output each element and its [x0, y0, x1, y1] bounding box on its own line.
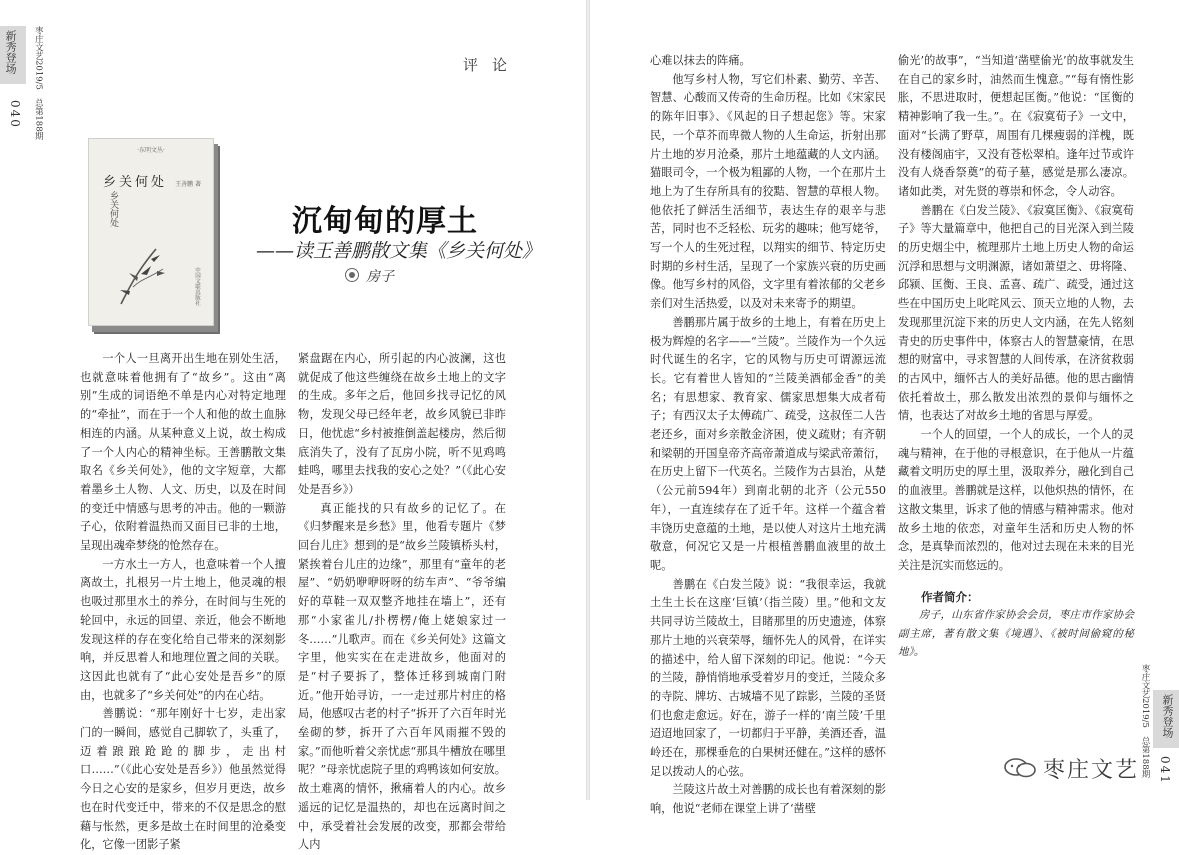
paragraph: 真正能找的只有故乡的记忆了。在《归梦醒来是乡愁》里，他看专题片《梦回台儿庄》想到的是“故乡兰陵镇桥头村，紧挨着台儿庄的边缘”，那里有“童年的老屋”、“奶奶咿咿呀呀的纺车声”、“爷爷编好的草鞋一双双整齐地挂在墙上”，还有那“小家雀儿/扑楞楞/俺上姥娘家过一冬……”儿歌声。而在《乡关何处》这篇文字里，他实实在在走进故乡，他面对的是“村子要拆了，整体迁移到城南门附近。”他开始寻访，一一走过那片村庄的格局，他感叹古老的村子“拆开了六百年时光垒砌的梦，拆开了六百年风雨摧不毁的家。”而他听着父亲忧虑“那具牛槽放在哪里呢？”母亲忧虑院子里的鸡鸭该如何安放。故土难离的情怀，揪痛着人的内心。故乡遥远的记忆是温热的，却也在远离时间之中，承受着社会发展的改变，那都会带给人内 — [298, 501, 506, 852]
book-title: 乡关何处 — [103, 175, 168, 190]
book-cover-painting — [111, 229, 191, 309]
paragraph: 兰陵这片故土对善鹏的成长也有着深刻的影响，他说“老师在课堂上讲了‘凿壁 — [650, 783, 886, 816]
body-column-3 — [650, 52, 886, 819]
paragraph: 他写乡村人物，写它们朴素、勤劳、辛苦、智慧、心酸而又传奇的生命历程。比如《宋家民的陈年旧事》、《风起的日子想起您》等。宋家民，一个草芥而卑微人物的人生命运，折射出那片土地的岁月沧桑，那片土地蕴藏的人文内涵。猫眼司令，一个极为粗鄙的人物，一个在那片土地上为了生存所具有的狡黠、智慧的草根人物。他依托了鲜活生活细节，表达生存的艰辛与悲苦，同时也不乏轻松、玩劣的趣味；他写姥爷，写一个人的生死过程，以翔实的细节、特定历史时期的乡村生活，呈现了一个家族兴衰的历史画像。他写乡村的风俗，文字里有着浓郁的父老乡亲们对生活热爱，以及对未来寄予的期望。 — [650, 72, 886, 311]
paragraph: 紧盘踞在内心，所引起的内心波澜，这也就促成了他这些缠绕在故乡土地上的文字的生成。多年之后，他回乡找寻记忆的风物，发现父母已经年老，故乡风貌已非昨日，他忧虑“乡村被推倒盖起楼房，然后彻底消失了，没有了瓦房小院，听不见鸡鸣蛙鸣，哪里去找我的安心之处？”（《此心安处是吾乡》） — [298, 352, 506, 496]
book-author: 王善鹏 著 — [175, 181, 201, 188]
right-issue-info: 枣庄文艺2019/5 总第188期 — [1140, 664, 1150, 779]
watermark-text: 枣庄文艺 — [1043, 757, 1140, 783]
wechat-icon — [1003, 758, 1037, 778]
paragraph: 一个人一旦离开出生地在别处生活，也就意味着他拥有了“故乡”。这由“离别”生成的词语绝不单是内心对特定地理的“牵扯”，而在于一个人和他的故土血脉相连的内涵。从某种意义上说，故土构成了一个人内心的精神坐标。王善鹏散文集取名《乡关何处》，他的文字短章，大都着墨乡土人物、人文、历史，以及在时间的变迁中情感与思考的冲击。他的一颗游子心，依附着温热而又面目已非的土地，呈现出魂牵梦绕的怆然存在。 — [80, 352, 286, 553]
page-fold — [586, 0, 590, 800]
left-column-label: 新秀登场 — [4, 30, 18, 74]
bio-text: 房子，山东省作家协会会员，枣庄市作家协会副主席，著有散文集《境遇》、《被时间偷窥的秘地》。 — [898, 609, 1134, 659]
book-vertical-title: 乡关何处 — [108, 191, 118, 227]
book-cover — [88, 138, 214, 326]
section-label: 评论 — [463, 56, 522, 74]
bio-heading: 作者简介： — [921, 589, 979, 604]
right-column-label: 新秀登场 — [1161, 694, 1174, 738]
left-issue-info: 枣庄文艺2019/5 总第188期 — [33, 26, 44, 141]
body-column-2 — [298, 350, 506, 855]
paragraph: 善鹏在《白发兰陵》、《寂寞匡衡》、《寂寞荀子》等大量篇章中，他把自己的目光深入到兰陵的历史烟尘中，梳理那片土地上历史人物的命运沉浮和思想与文明渊源，诸如萧望之、毋将隆、邱颍、匡衡、王良、孟喜、疏广、疏受，通过这些在中国历史上叱咤风云、顶天立地的人物，去发现那里沉淀下来的历史人文内涵，在先人铭刻青史的历史事件中，体察古人的智慧豪情，在思想的财富中，寻求智慧的人间传承，在济贫救弱的古风中，缅怀古人的美好品德。他的思古幽情依托着故土，那么散发出浓烈的景仰与缅怀之情，也表达了对故乡土地的省思与厚爱。 — [898, 203, 1134, 423]
paragraph: 一方水土一方人，也意味着一个人擅离故土，扎根另一片土地上，他灵魂的根也吸过那里水土的养分，在时间与生死的轮回中，永远的回望、亲近，他会不断地发现这样的存在变化给自己带来的深刻影响，并反思着人和地理位置之间的关联。这因此也就有了“此心安处是吾乡”的原由，也就多了“乡关何处”的内在心结。 — [80, 557, 286, 702]
article-title: 沉甸甸的厚土 — [292, 204, 478, 239]
paragraph: 偷光’的故事”，“当知道‘凿壁偷光’的故事就发生在自己的家乡时，油然而生愧意。”“每有惰性影胀，不思进取时，便想起匡衡。”他说：“匡衡的精神影响了我一生。”。在《寂寞荀子》一文中，面对“长满了野草，周围有几棵瘦弱的洋槐，既没有楼阁庙宇，又没有苍松翠柏。逢年过节或许没有人烧香祭奠”的荀子墓，感觉是那么凄凉。诸如此类，对先贤的尊崇和怀念，令人动容。 — [898, 54, 1134, 198]
paragraph: 心难以抹去的阵痛。 — [650, 54, 751, 67]
left-page-number: 040 — [8, 100, 23, 129]
paragraph: 善鹏那片属于故乡的土地上，有着在历史上极为辉煌的名字——“兰陵”。兰陵作为一个久远时代诞生的名字，它的风物与历史可谓源远流长。它有着世人皆知的“兰陵美酒郁金香”的美名；有思想家、教育家、儒家思想集大成者荀子；有西汉太子太傅疏广、疏受，这叔侄二人告老还乡，面对乡亲散金济困，使义疏财；有齐朝和梁朝的开国皇帝齐高帝萧道成与梁武帝萧衍，在历史上留下一代英名。兰陵作为古县治，从楚（公元前594年）到南北朝的北齐（公元550年），一直连续存在了近千年。这样一个蕴含着丰饶历史意蕴的土地，是以使人对这片土地充满敬意，何况它又是一片根植善鹏血液里的故土呢。 — [650, 315, 886, 572]
watermark — [1003, 754, 1139, 782]
book-series: ·东明文丛· — [137, 147, 165, 154]
paragraph: 善鹏说：“那年刚好十七岁，走出家门的一瞬间，感觉自己脚软了，头重了，迈着踉踉跄跄的脚步，走出村口……”（《此心安处是吾乡》）他虽然觉得今日之心安的是家乡，但岁月更迭，故乡也在时代变迁中，带来的不仅是思念的慰藉与怅然，更多是故土在时间里的沧桑变化，它像一团影子紧 — [80, 707, 286, 852]
body-column-1 — [80, 350, 286, 855]
paragraph: 一个人的回望，一个人的成长，一个人的灵魂与精神，在于他的寻根意识，在于他从一片蕴藏着文明历史的厚土里，汲取养分，融化到自己的血液里。善鹏就是这样，以他炽热的情怀，在这散文集里，诉求了他的情感与精神需求。他对故乡土地的依恋，对童年生活和历史人物的怀念，是真挚而浓烈的，他对过去现在未来的目光关注是沉实而悠远的。 — [898, 428, 1134, 572]
body-column-4 — [898, 52, 1134, 662]
book-publisher: 中国文联出版社 — [194, 266, 200, 305]
article-author: 房子 — [366, 269, 394, 285]
author-bullet-icon — [345, 268, 359, 282]
paragraph: 善鹏在《白发兰陵》说：“我很幸运，我就土生土长在这座‘巨镇’（指兰陵）里。”他和文友共同寻访兰陵故土，目睹那里的历史遗迹，体察那片土地的兴衰荣辱，缅怀先人的风骨，在详实的描述中，给人留下深刻的印记。他说：“今天的兰陵，静悄悄地承受着岁月的变迁，兰陵众多的寺院、牌坊、古城墙不见了踪影，兰陵的圣贤们也愈走愈远。好在，游子一样的‘南兰陵’千里迢迢地回家了，一切都归于平静，美酒还香，温岭还在，那棵垂危的白果树还健在。”这样的感怀足以拨动人的心弦。 — [650, 577, 886, 778]
article-subtitle: ——读王善鹏散文集《乡关何处》 — [256, 240, 542, 262]
right-page-number: 041 — [1158, 756, 1172, 785]
